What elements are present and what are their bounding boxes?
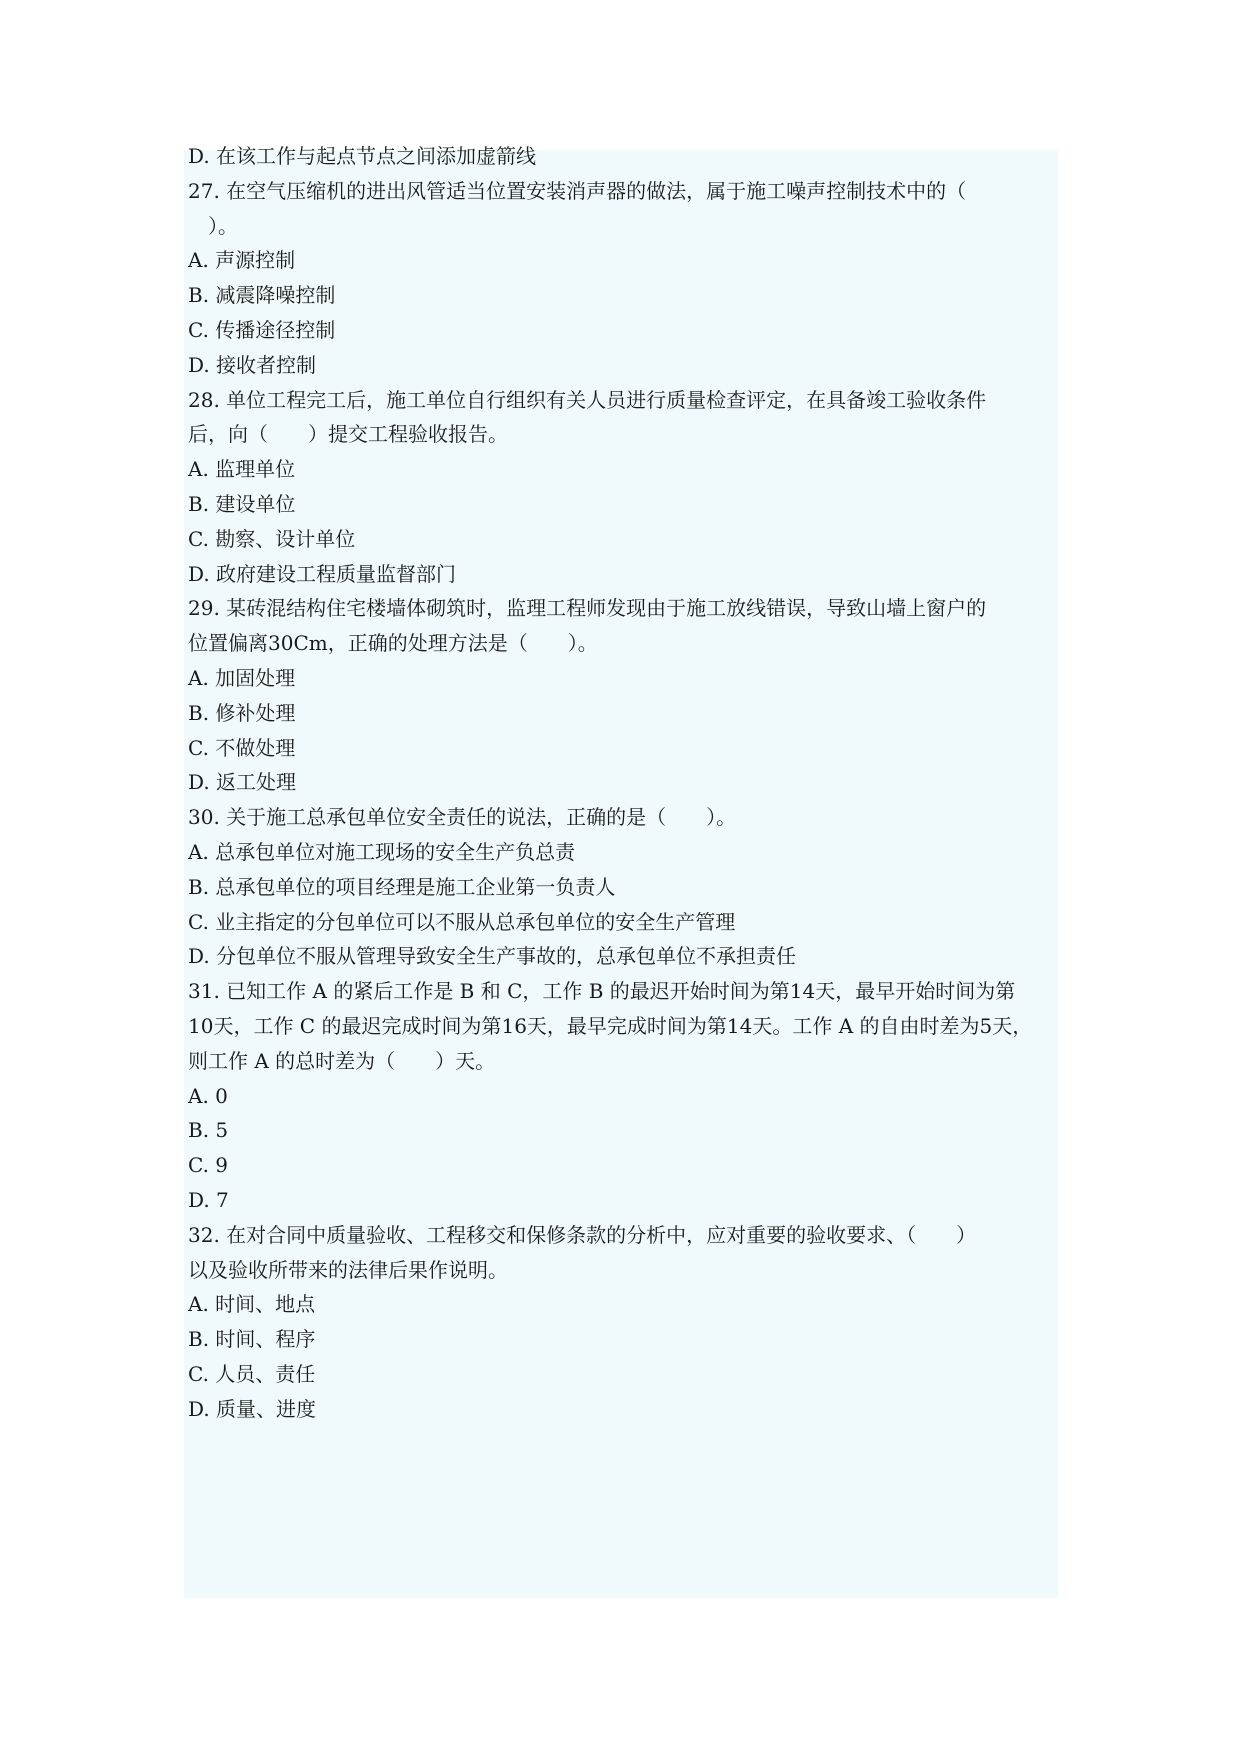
text-line: B. 5 — [188, 1118, 229, 1143]
text-line: 则工作 A 的总时差为（ ）天。 — [188, 1048, 496, 1073]
text-line: B. 总承包单位的项目经理是施工企业第一负责人 — [188, 874, 616, 899]
text-line: 28. 单位工程完工后，施工单位自行组织有关人员进行质量检查评定，在具备竣工验收条件 — [188, 387, 987, 412]
text-line: B. 减震降噪控制 — [188, 283, 336, 308]
text-line: A. 声源控制 — [188, 248, 296, 273]
text-line: 以及验收所带来的法律后果作说明。 — [188, 1257, 508, 1282]
text-line: C. 业主指定的分包单位可以不服从总承包单位的安全生产管理 — [188, 909, 736, 934]
text-line: 32. 在对合同中质量验收、工程移交和保修条款的分析中，应对重要的验收要求、（ ） — [188, 1222, 977, 1247]
text-line: D. 质量、进度 — [188, 1396, 317, 1421]
text-line: 29. 某砖混结构住宅楼墙体砌筑时，监理工程师发现由于施工放线错误，导致山墙上窗户的 — [188, 596, 987, 621]
text-line: D. 政府建设工程质量监督部门 — [188, 561, 457, 586]
text-line: D. 返工处理 — [188, 770, 297, 795]
text-line: 位置偏离30Cm，正确的处理方法是（ ）。 — [188, 631, 598, 656]
text-line: C. 9 — [188, 1153, 229, 1178]
text-line: B. 修补处理 — [188, 700, 296, 725]
text-line: D. 分包单位不服从管理导致安全生产事故的，总承包单位不承担责任 — [188, 944, 797, 969]
text-line: A. 时间、地点 — [188, 1292, 316, 1317]
text-line: A. 加固处理 — [188, 666, 296, 690]
text-line: ）。 — [208, 213, 238, 238]
text-line: C. 人员、责任 — [188, 1362, 316, 1386]
text-line: 30. 关于施工总承包单位安全责任的说法，正确的是（ ）。 — [188, 805, 737, 830]
text-line: C. 传播途径控制 — [188, 318, 336, 342]
text-line: A. 总承包单位对施工现场的安全生产负总责 — [188, 840, 576, 864]
text-line: 27. 在空气压缩机的进出风管适当位置安装消声器的做法，属于施工噪声控制技术中的（ — [188, 178, 967, 203]
text-line: 10天，工作 C 的最迟完成时间为第16天，最早完成时间为第14天。工作 A 的自由时差为5天， — [188, 1014, 1033, 1038]
text-line: D. 7 — [188, 1188, 229, 1212]
text-line: B. 建设单位 — [188, 492, 296, 516]
text-line: D. 在该工作与起点节点之间添加虚箭线 — [188, 144, 537, 168]
text-line: 后，向（ ）提交工程验收报告。 — [188, 422, 508, 447]
text-line: D. 接收者控制 — [188, 352, 317, 377]
text-line: A. 0 — [188, 1083, 228, 1108]
text-line: 31. 已知工作 A 的紧后工作是 B 和 C，工作 B 的最迟开始时间为第14天，最早开始时间为第 — [188, 979, 1016, 1004]
text-line: B. 时间、程序 — [188, 1327, 316, 1352]
text-line: C. 不做处理 — [188, 735, 296, 760]
text-line: A. 监理单位 — [188, 457, 296, 482]
text-line: C. 勘察、设计单位 — [188, 526, 356, 551]
